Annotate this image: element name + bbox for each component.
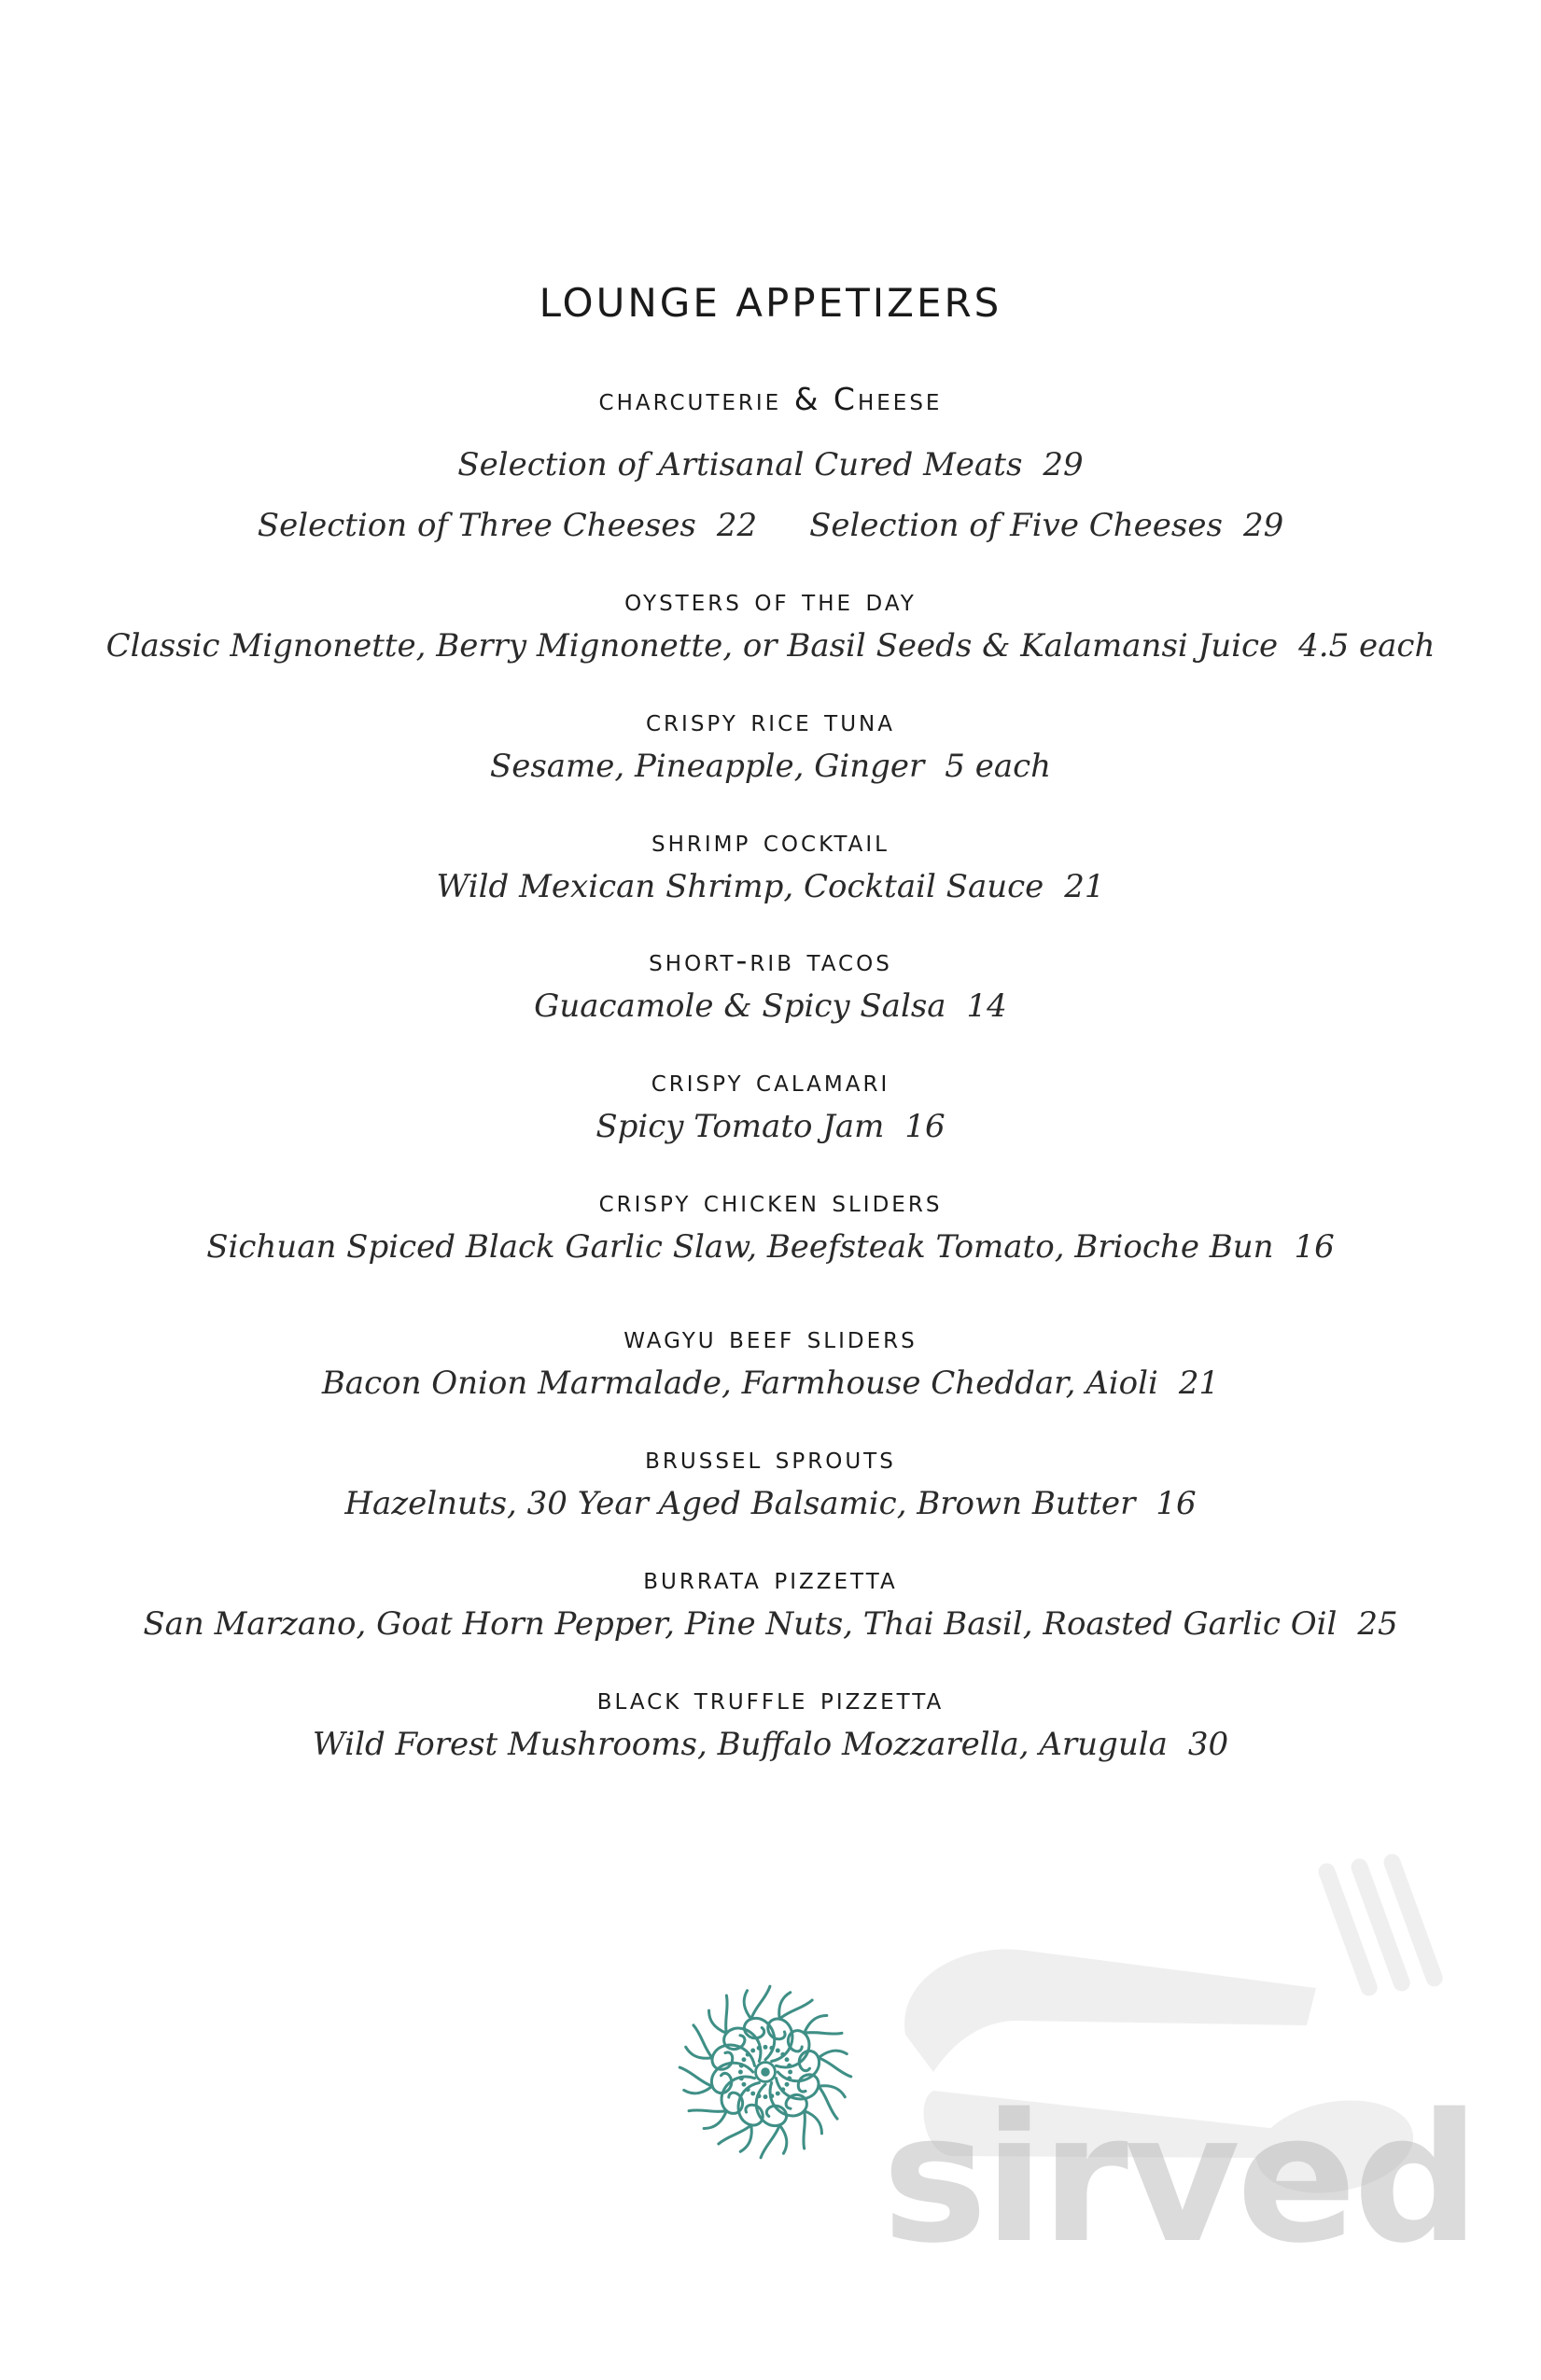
item-name: Sichuan Spiced Black Garlic Slaw, Beefsteak Tomato, Brioche Bun xyxy=(206,1228,1274,1266)
item-name: Spicy Tomato Jam xyxy=(595,1108,885,1145)
item-name: Hazelnuts, 30 Year Aged Balsamic, Brown Butter xyxy=(344,1485,1136,1522)
menu-title: LOUNGE APPETIZERS xyxy=(539,280,1002,326)
section-heading-oysters: oysters of the day xyxy=(624,581,917,618)
ornament-curl xyxy=(754,2124,791,2160)
item-name: Classic Mignonette, Berry Mignonette, or Basil Seeds & Kalamansi Juice xyxy=(105,627,1279,665)
item-price: 30 xyxy=(1187,1726,1229,1763)
item-name: Selection of Five Cheeses xyxy=(809,507,1223,544)
item-line xyxy=(0,1108,1541,1145)
item-name: Guacamole & Spicy Salsa xyxy=(534,987,946,1025)
ornament-dot xyxy=(750,2092,755,2096)
section-heading-short-rib-tacos: short-rib tacos xyxy=(649,942,892,978)
item-price: 14 xyxy=(966,987,1007,1025)
ornament-dot xyxy=(750,2048,755,2052)
section-heading-charcuterie: charcuterie & Cheese xyxy=(598,381,943,417)
ornament-dot xyxy=(739,2064,744,2068)
section-heading-brussel-sprouts: brussel sprouts xyxy=(645,1439,896,1476)
section-heading-shrimp-cocktail: shrimp cocktail xyxy=(651,822,890,859)
item-line xyxy=(0,987,1541,1025)
item-price: 22 xyxy=(716,507,758,544)
ornament-dot xyxy=(787,2064,792,2068)
ornament-dot xyxy=(738,2070,743,2075)
ornament-dot xyxy=(763,2045,768,2050)
ornament-dot xyxy=(757,2093,762,2098)
item-name: San Marzano, Goat Horn Pepper, Pine Nuts, Thai Basil, Roasted Garlic Oil xyxy=(143,1605,1338,1643)
item-name: Selection of Artisanal Cured Meats xyxy=(457,446,1023,483)
teal-flourish-ornament-icon xyxy=(677,1983,854,2161)
item-price: 25 xyxy=(1357,1605,1398,1643)
item-name: Sesame, Pineapple, Ginger xyxy=(489,748,925,785)
ornament-dot xyxy=(780,2087,785,2092)
ornament-dot xyxy=(757,2046,762,2051)
item-line xyxy=(0,1605,1541,1643)
ornament-dot xyxy=(776,2048,780,2052)
ornament-dot xyxy=(741,2082,746,2087)
ornament-curl xyxy=(741,1984,778,2020)
ornament-dot xyxy=(788,2070,792,2075)
item-price: 5 each xyxy=(945,748,1052,785)
item-name: Bacon Onion Marmalade, Farmhouse Cheddar, Aioli xyxy=(321,1365,1158,1402)
item-price: 29 xyxy=(1242,507,1284,544)
section-heading-black-truffle-pizzetta: black truffle pizzetta xyxy=(596,1680,945,1716)
item-price: 4.5 each xyxy=(1298,627,1436,665)
section-heading-crispy-chicken-sliders: crispy chicken sliders xyxy=(598,1183,943,1219)
ornament-dot xyxy=(787,2076,792,2080)
ornament-curl xyxy=(678,2061,713,2097)
ornament-dot xyxy=(785,2082,790,2087)
item-line xyxy=(0,1365,1541,1402)
ornament-dot xyxy=(769,2046,774,2051)
item-line xyxy=(0,868,1541,905)
watermark-text: sirved xyxy=(882,2076,1477,2282)
ornament-dot xyxy=(741,2057,746,2062)
item-line xyxy=(0,627,1541,665)
item-line xyxy=(0,1485,1541,1522)
item-line xyxy=(0,1228,1541,1266)
ornament-dot xyxy=(739,2076,744,2080)
ornament-dot xyxy=(746,2052,750,2057)
ornament-dot xyxy=(785,2057,790,2062)
item-name: Wild Forest Mushrooms, Buffalo Mozzarella, Arugula xyxy=(312,1726,1168,1763)
ornament-curl xyxy=(818,2048,853,2084)
item-price: 29 xyxy=(1043,446,1084,483)
ornament-dot xyxy=(746,2087,750,2092)
item-line xyxy=(0,748,1541,785)
section-heading-burrata-pizzetta: burrata pizzetta xyxy=(643,1560,898,1596)
item-line xyxy=(0,507,1541,544)
item-name: Wild Mexican Shrimp, Cocktail Sauce xyxy=(436,868,1044,905)
ornament-dot xyxy=(780,2052,785,2057)
item-line xyxy=(0,446,1541,483)
section-heading-crispy-calamari: crispy calamari xyxy=(651,1062,890,1099)
item-price: 16 xyxy=(1156,1485,1197,1522)
section-heading-crispy-rice-tuna: crispy rice tuna xyxy=(646,702,895,738)
item-price: 21 xyxy=(1064,868,1105,905)
ornament-dot xyxy=(776,2092,780,2096)
ornament-dot xyxy=(763,2094,768,2099)
item-price: 16 xyxy=(1294,1228,1335,1266)
item-price: 21 xyxy=(1178,1365,1220,1402)
ornament-dot xyxy=(769,2093,774,2098)
item-price: 16 xyxy=(904,1108,946,1145)
section-heading-wagyu-beef-sliders: wagyu beef sliders xyxy=(623,1319,918,1355)
item-name: Selection of Three Cheeses xyxy=(257,507,696,544)
